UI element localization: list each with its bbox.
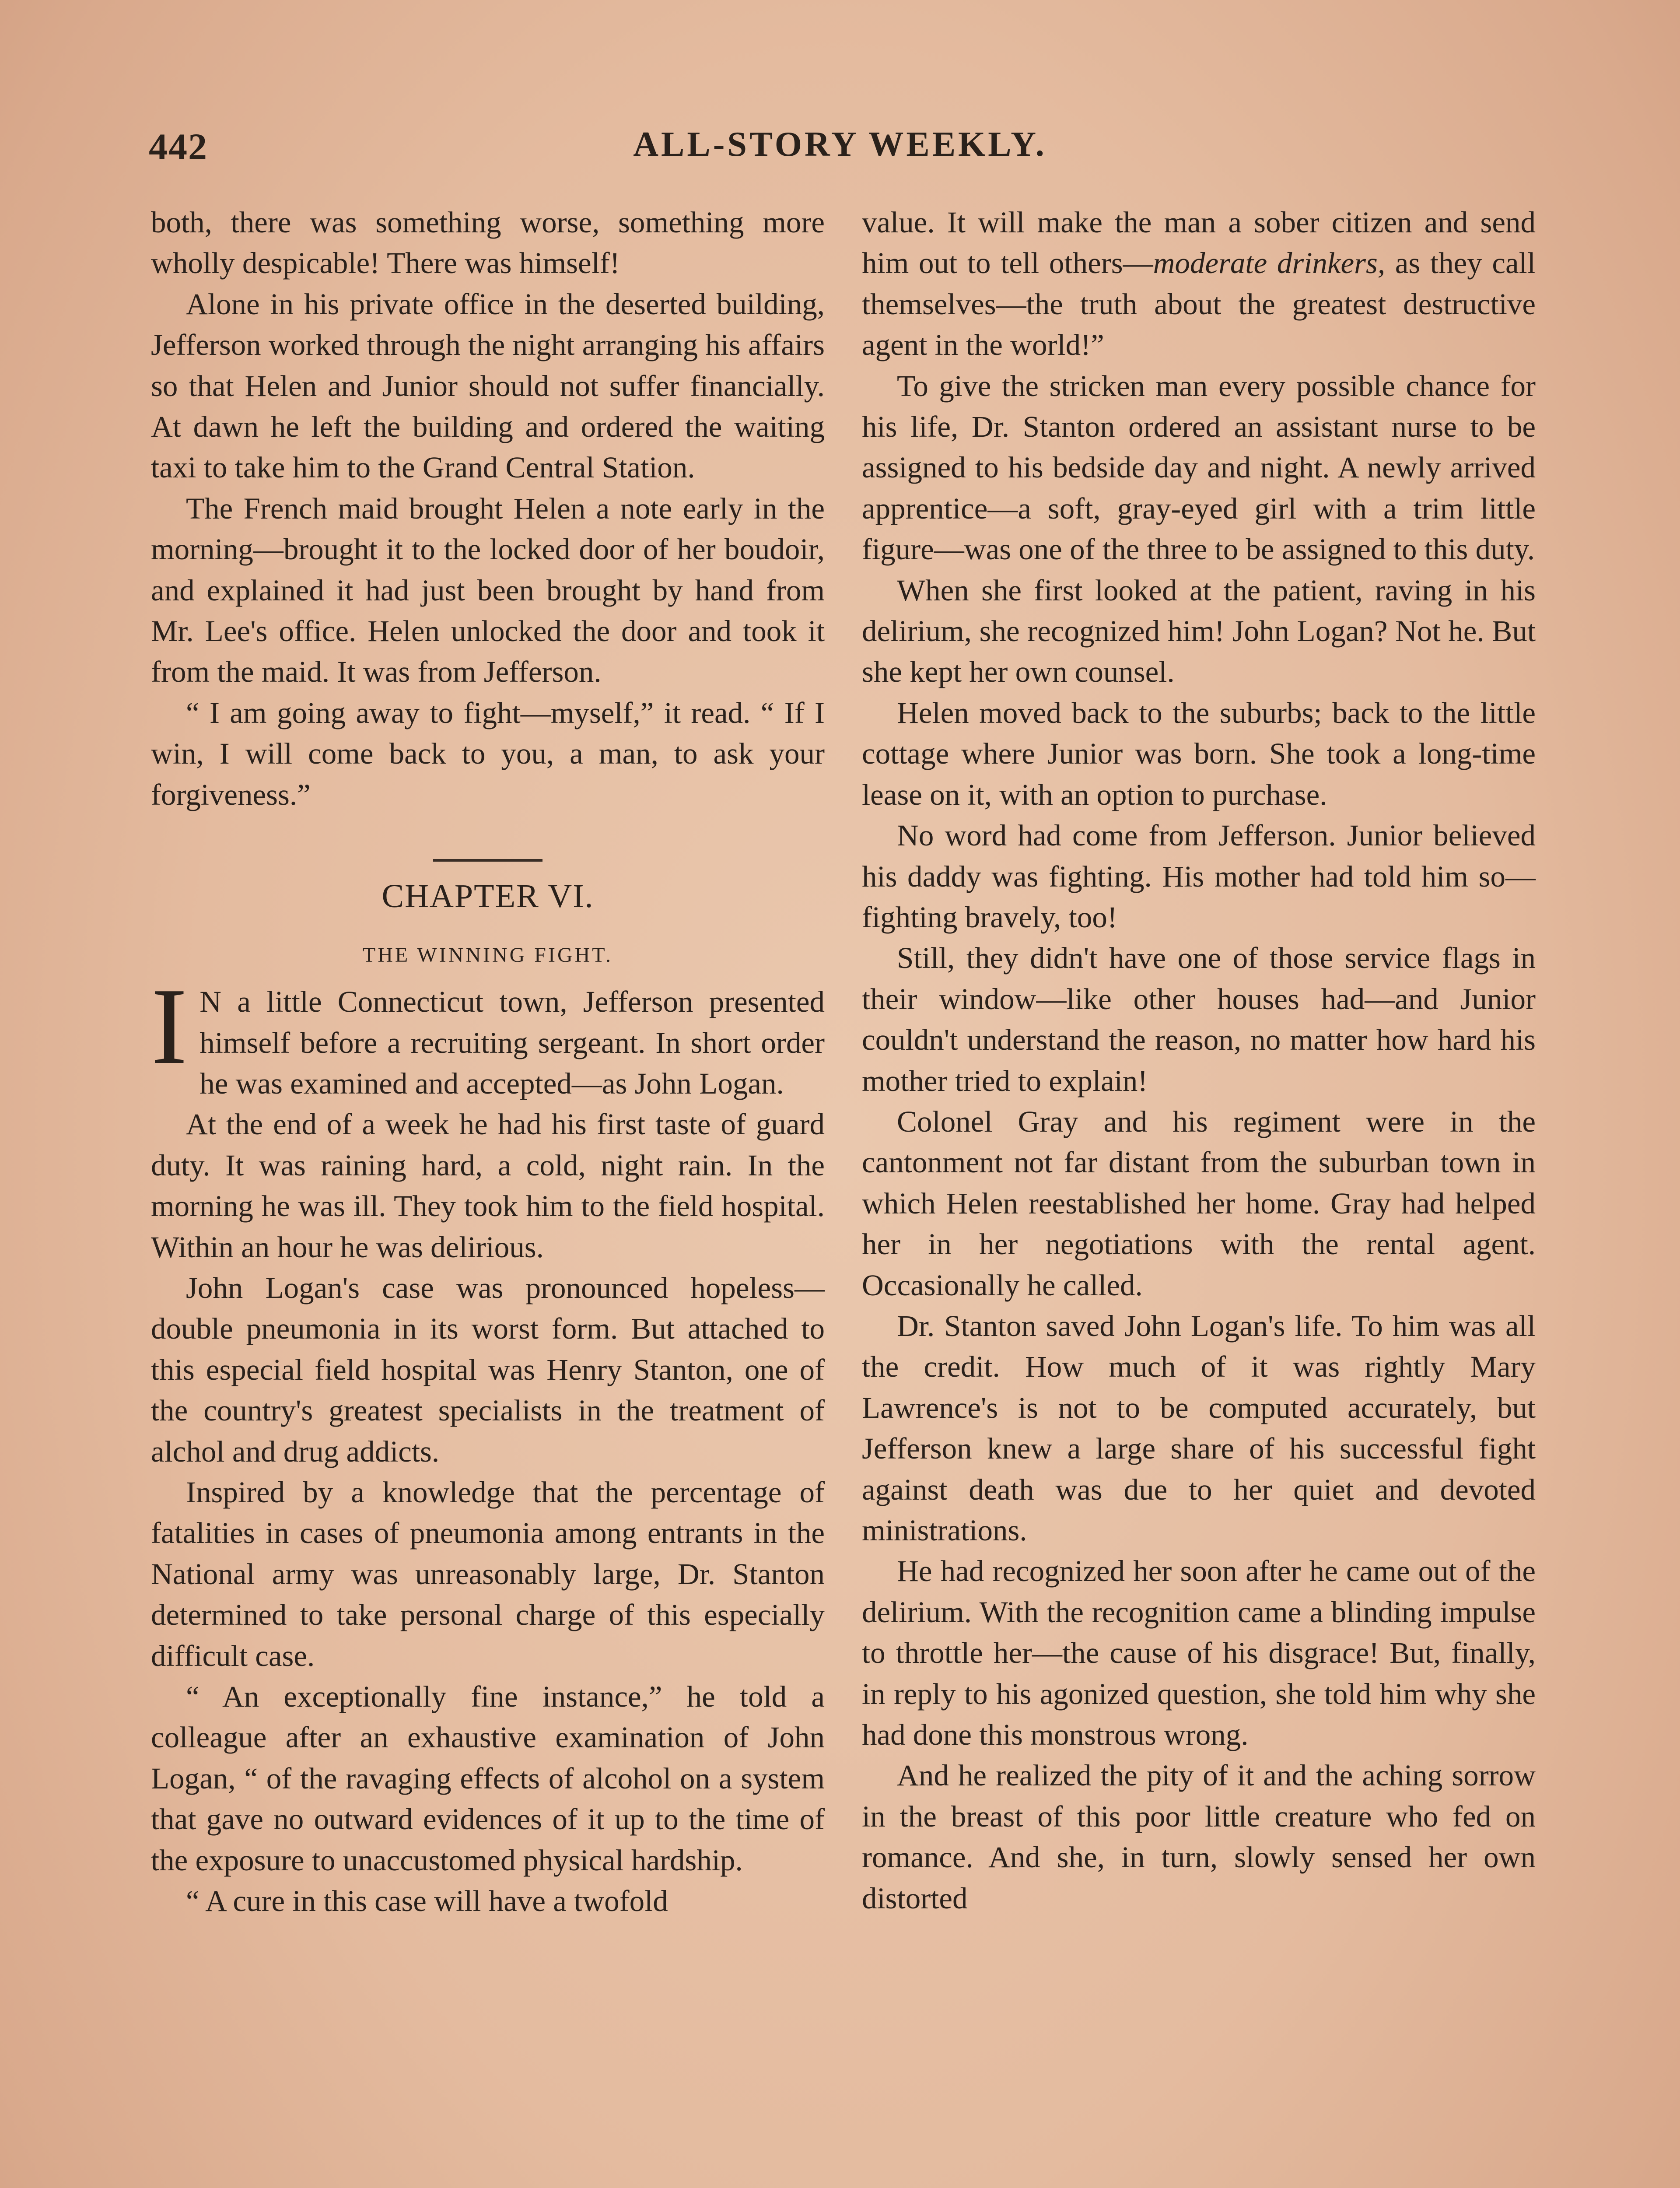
section-divider [433,859,542,862]
paragraph: John Logan's case was pronounced hopeless—double pneumonia in its worst form. But attached to this especial field hospital was Henry Stanton, one of the country's greatest specialists in the treatment of alchol and drug addicts. [151,1271,825,1468]
paragraph: Inspired by a knowledge that the percentage of fatalities in cases of pneumonia among entrants in the National army was unreasonably large, Dr. Stanton determined to take personal charge of this especially difficult case. [151,1475,825,1673]
paragraph: And he realized the pity of it and the aching sorrow in the breast of this poor little creature who fed on romance. And she, in turn, slowly sensed her own distorted [862,1759,1536,1915]
left-column [151,202,825,1922]
paragraph: “ An exceptionally fine instance,” he told a colleague after an exhaustive examination of John Logan, “ of the ravaging effects of alcohol on a system that gave no outward evidences of it up to the time of the exposure to unaccustomed physical hardship. [151,1680,825,1877]
paragraph: Helen moved back to the suburbs; back to the little cottage where Junior was born. She took a long-time lease on it, with an option to purchase. [862,696,1536,811]
chapter-opening-paragraph [151,966,825,1104]
paragraph: Dr. Stanton saved John Logan's life. To him was all the credit. How much of it was rightly Mary Lawrence's is not to be computed accurately, but Jefferson knew a large share of his successful fight against death was due to her quiet and devoted ministrations. [862,1309,1536,1547]
page-number: 442 [149,126,208,168]
paragraph: both, there was something worse, something more wholly despicable! There was himself! [151,206,825,280]
italic-text: moderate drinkers, [1153,246,1386,280]
paragraph: To give the stricken man every possible chance for his life, Dr. Stanton ordered an assistant nurse to be assigned to his bedside day and night. A newly arrived apprentice—a soft, gray-eyed girl with a trim little figure—was one of the three to be assigned to this duty. [862,369,1536,566]
paragraph: “ I am going away to fight—myself,” it read. “ If I win, I will come back to you, a man, to ask your forgiveness.” [151,696,825,811]
paragraph [862,202,1536,366]
paragraph: “ A cure in this case will have a twofold [186,1884,668,1918]
paragraph: He had recognized her soon after he came out of the delirium. With the recognition came a blinding impulse to throttle her—the cause of his disgrace! But, finally, in reply to his agonized question, she told him why she had done this monstrous wrong. [862,1554,1536,1752]
paragraph: Colonel Gray and his regiment were in the cantonment not far distant from the suburban town in which Helen reestablished her home. Gray had helped her in her negotiations with the rental agent. Occasionally he called. [862,1105,1536,1302]
paragraph: Alone in his private office in the deserted building, Jefferson worked through the night arranging his affairs so that Helen and Junior should not suffer financially. At dawn he left the building and ordered the waiting taxi to take him to the Grand Central Station. [151,287,825,484]
paragraph: At the end of a week he had his first taste of guard duty. It was raining hard, a cold, night rain. In the morning he was ill. They took him to the field hospital. Within an hour he was delirious. [151,1108,825,1264]
drop-cap: I [151,966,188,1087]
chapter-heading: CHAPTER VI. [382,878,594,915]
right-column [862,202,1536,1919]
paragraph: No word had come from Jefferson. Junior believed his daddy was fighting. His mother had told him so—fighting bravely, too! [862,819,1536,934]
paragraph-text: value. It will make the man a sober citizen and send him out to tell others— [862,206,1536,280]
paragraph: When she first looked at the patient, raving in his delirium, she recognized him! John Logan? Not he. But she kept her own counsel. [862,573,1536,689]
paragraph: Still, they didn't have one of those service flags in their window—like other houses had—and Junior couldn't understand the reason, no matter how hard his mother tried to explain! [862,941,1536,1098]
paragraph-text: as they call themselves—the truth about the greatest destructive agent in the world!” [862,246,1536,362]
magazine-title: ALL-STORY WEEKLY. [633,125,1047,164]
running-head [149,125,1531,177]
paragraph: The French maid brought Helen a note early in the morning—brought it to the locked door of her boudoir, and explained it had just been brought by hand from Mr. Lee's office. Helen unlocked the door and took it from the maid. It was from Jefferson. [151,491,825,689]
chapter-subtitle: THE WINNING FIGHT. [362,943,613,967]
paragraph-text: N a little Connecticut town, Jefferson presented himself before a recruiting sergeant. In short order he was examined and accepted—as John Logan. [200,985,825,1100]
